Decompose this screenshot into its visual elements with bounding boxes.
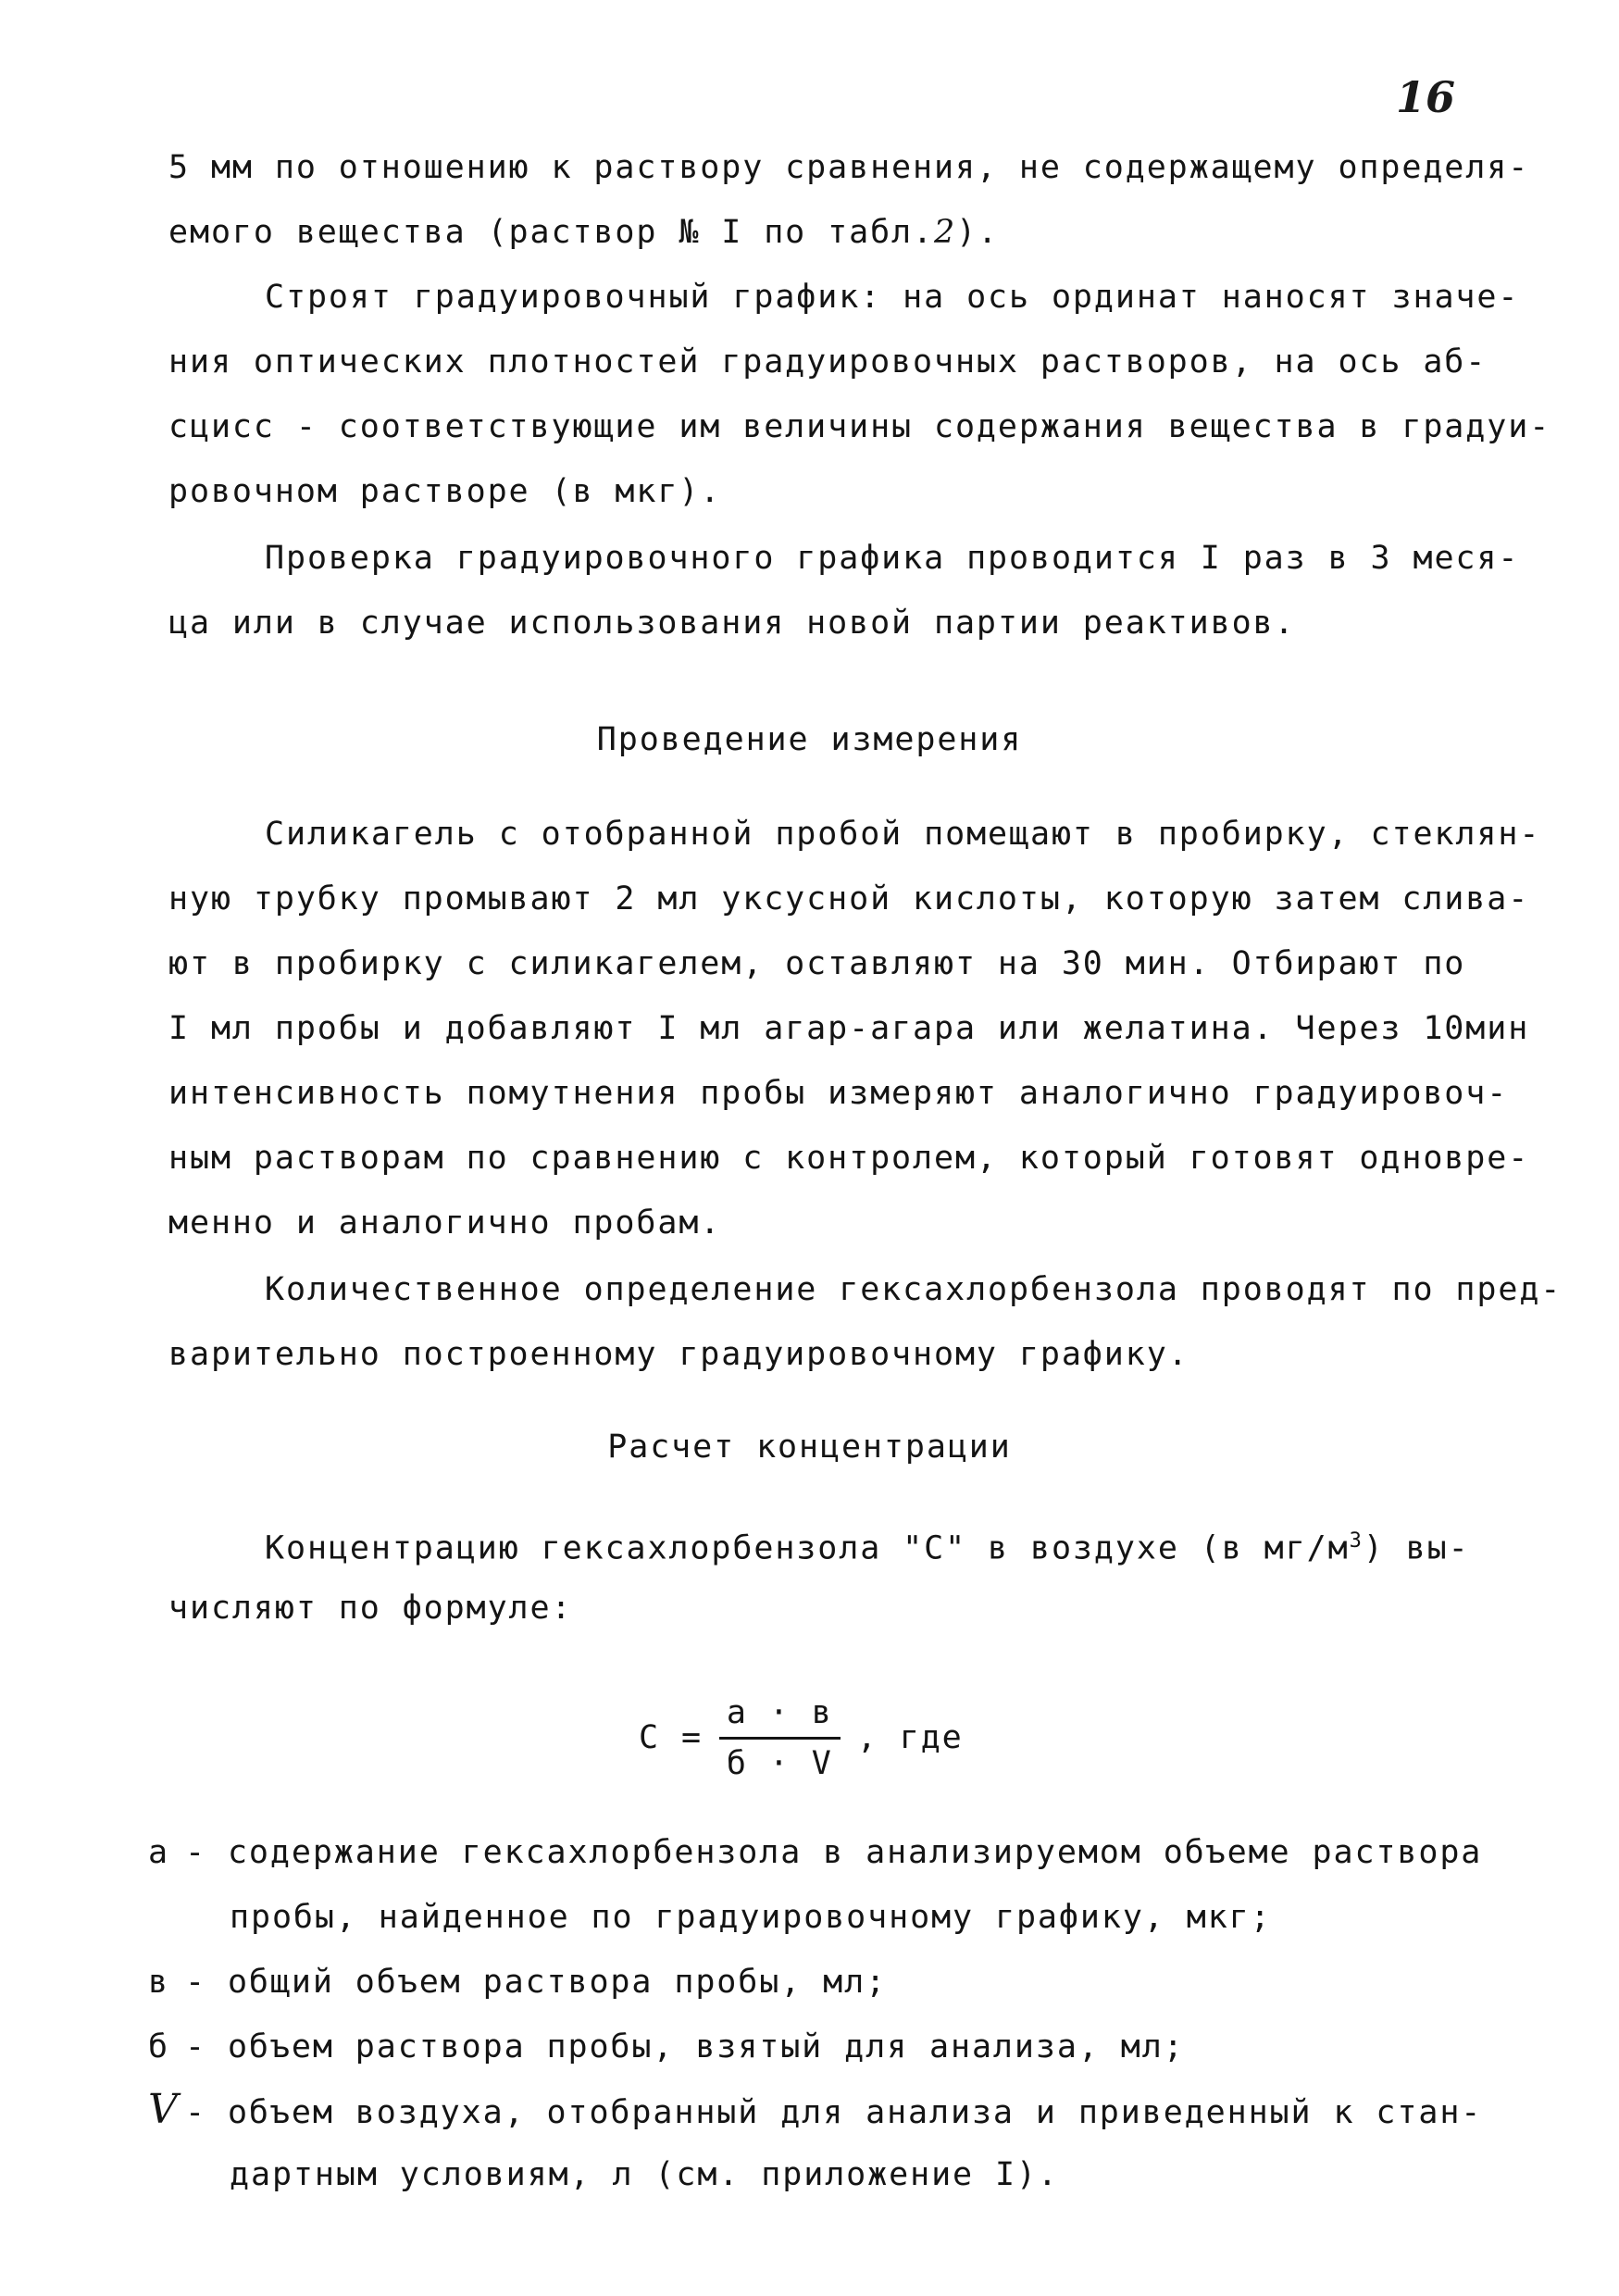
para4-line5: интенсивность помутнения пробы измеряют аналогично градуировоч- bbox=[168, 1075, 1509, 1112]
cubic-superscript: 3 bbox=[1349, 1529, 1364, 1553]
para4-line1: Силикагель с отобранной пробой помещают в пробирку, стеклян- bbox=[265, 816, 1541, 853]
definition-b bbox=[148, 2028, 1500, 2066]
formula-suffix: , где bbox=[856, 1719, 964, 1756]
para1-line2-text: емого вещества (раствор № I по табл. bbox=[168, 214, 934, 251]
section-heading-calculation: Расчет концентрации bbox=[607, 1429, 1012, 1466]
para4-line2: ную трубку промывают 2 мл уксусной кислоты, которую затем слива- bbox=[168, 880, 1530, 917]
para6-line1-end: ) вы- bbox=[1363, 1529, 1470, 1567]
para4-line3: ют в пробирку с силикагелем, оставляют на 30 мин. Отбирают по bbox=[168, 945, 1466, 982]
para1-line1: 5 мм по отношению к раствору сравнения, не содержащему определя- bbox=[168, 149, 1530, 186]
definition-a bbox=[148, 1833, 1500, 1872]
definition-symbol: а bbox=[148, 1834, 169, 1871]
formula-numerator: а · в bbox=[719, 1694, 841, 1740]
definition-symbol: в bbox=[148, 1964, 169, 2001]
para5-line2: варительно построенному градуировочному графику. bbox=[168, 1336, 1189, 1373]
definition-v bbox=[148, 1963, 1500, 2002]
definition-text: - объем раствора пробы, взятый для анализа, мл; bbox=[185, 2028, 1185, 2065]
definition-text: - объем воздуха, отобранный для анализа и приведенный к стан- bbox=[185, 2094, 1483, 2131]
para4-line7: менно и аналогично пробам. bbox=[168, 1204, 722, 1242]
para2-line2: ния оптических плотностей градуировочных растворов, на ось аб- bbox=[168, 343, 1488, 381]
para5-line1: Количественное определение гексахлорбензола проводят по пред- bbox=[265, 1271, 1563, 1308]
formula-denominator: б · V bbox=[726, 1744, 833, 1782]
definition-volume bbox=[148, 2086, 1500, 2133]
para6-line2: числяют по формуле: bbox=[168, 1590, 573, 1627]
para2-line1: Строят градуировочный график: на ось ординат наносят значе- bbox=[265, 279, 1520, 316]
para6-line1 bbox=[265, 1522, 1598, 1568]
para1-line2-end: ). bbox=[956, 214, 1000, 251]
definition-symbol: V bbox=[148, 2086, 180, 2133]
para1-line2 bbox=[168, 213, 1501, 252]
definition-volume-cont: дартным условиям, л (см. приложение I). bbox=[230, 2156, 1059, 2193]
definition-text: - содержание гексахлорбензола в анализируемом объеме раствора bbox=[185, 1834, 1483, 1871]
page-number: 16 bbox=[1396, 72, 1456, 122]
concentration-formula bbox=[639, 1687, 964, 1789]
para3-line2: ца или в случае использования новой партии реактивов. bbox=[168, 605, 1296, 642]
definition-symbol: б bbox=[148, 2028, 169, 2065]
para6-line1-text: Концентрацию гексахлорбензола "С" в воздухе (в мг/м bbox=[265, 1529, 1350, 1567]
definition-a-cont: пробы, найденное по градуировочному графику, мкг; bbox=[230, 1899, 1272, 1936]
para3-line1: Проверка градуировочного графика проводится I раз в 3 меся- bbox=[265, 540, 1520, 577]
para2-line3: сцисс - соответствующие им величины содержания вещества в градуи- bbox=[168, 408, 1551, 445]
para4-line6: ным растворам по сравнению с контролем, который готовят одновре- bbox=[168, 1140, 1530, 1177]
para2-line4: ровочном растворе (в мкг). bbox=[168, 473, 722, 510]
table-number-handwritten: 2 bbox=[933, 214, 957, 251]
formula-fraction bbox=[719, 1694, 841, 1782]
formula-lhs: С = bbox=[639, 1719, 703, 1756]
para4-line4: I мл пробы и добавляют I мл агар-агара или желатина. Через 10мин bbox=[168, 1010, 1530, 1047]
section-heading-measurement: Проведение измерения bbox=[596, 721, 1023, 758]
definition-text: - общий объем раствора пробы, мл; bbox=[185, 1964, 888, 2001]
